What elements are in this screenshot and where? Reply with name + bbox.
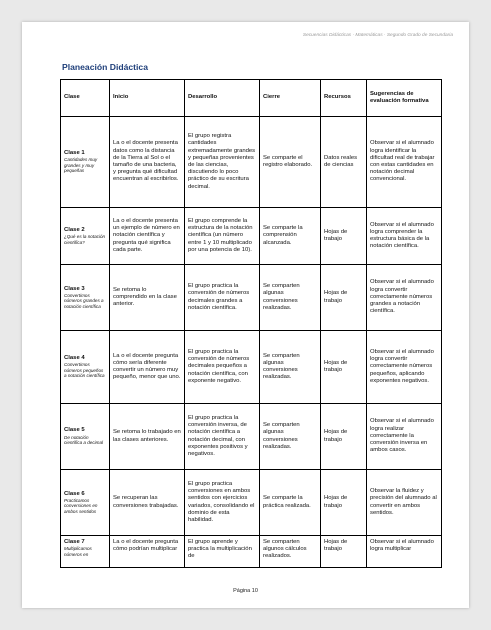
cierre-cell: Se comparten algunos cálculos realizados. [260,536,321,568]
recursos-cell: Hojas de trabajo [321,265,367,331]
desarrollo-cell: El grupo practica la conversión de números decimales pequeños a notación científica, con exponente negativo. [185,331,260,404]
cierre-cell: Se comparte el registro elaborado. [260,117,321,208]
clase-name: Clase 6 [64,490,85,497]
inicio-cell: Se recuperan las conversiones trabajadas. [110,470,185,536]
clase-cell [61,536,110,568]
cierre-cell: Se comparten algunas conversiones realizadas. [260,265,321,331]
table-header-row [61,80,442,117]
column-header-recursos: Recursos [321,80,367,117]
cierre-cell: Se comparte la práctica realizada. [260,470,321,536]
table-row [61,536,442,568]
clase-subtitle: De notación científica a decimal [64,434,104,446]
recursos-cell: Hojas de trabajo [321,536,367,568]
column-header-desarrollo: Desarrollo [185,80,260,117]
clase-cell [61,470,110,536]
table-row [61,265,442,331]
desarrollo-cell: El grupo aprende y practica la multiplicación de [185,536,260,568]
clase-name: Clase 3 [64,285,85,292]
evaluacion-cell: Observar si el alumnado logra comprender la estructura básica de la notación científica. [367,208,442,265]
clase-subtitle: Cantidades muy grandes y muy pequeñas [64,157,98,174]
cierre-cell: Se comparten algunas conversiones realizadas. [260,331,321,404]
recursos-cell: Datos reales de ciencias [321,117,367,208]
inicio-cell: La o el docente presenta un ejemplo de número en notación científica y pregunta qué significa cada parte. [110,208,185,265]
clase-cell [61,265,110,331]
clase-cell [61,208,110,265]
table-row [61,117,442,208]
desarrollo-cell: El grupo practica la conversión inversa, de notación científica a notación decimal, con exponentes positivos y negativos. [185,404,260,470]
inicio-cell: La o el docente presenta datos como la distancia de la Tierra al Sol o el tamaño de una bacteria, y pregunta qué dificultad encuentran al escribirlos. [110,117,185,208]
recursos-cell: Hojas de trabajo [321,208,367,265]
clase-cell [61,117,110,208]
table-row [61,470,442,536]
evaluacion-cell: Observar si el alumnado logra multiplicar [367,536,442,568]
desarrollo-cell: El grupo practica conversiones en ambos sentidos con ejercicios variados, consolidando el dominio de esta habilidad. [185,470,260,536]
recursos-cell: Hojas de trabajo [321,331,367,404]
table-row [61,404,442,470]
clase-subtitle: ¿Qué es la notación científica? [64,234,106,245]
clase-subtitle: Convertimos números grandes a notación científica [64,292,104,309]
clase-subtitle: Practicamos conversiones en ambos sentidos [64,497,98,514]
running-header: Secuencias Didácticas · Matemáticas · Segundo Grado de Secundaria [302,33,453,38]
desarrollo-cell: El grupo registra cantidades extremadamente grandes y pequeñas provenientes de las ciencias, discutiendo lo poco práctico de su escritura decimal. [185,117,260,208]
recursos-cell: Hojas de trabajo [321,470,367,536]
document-page [22,22,469,608]
evaluacion-cell: Observar si el alumnado logra identificar la dificultad real de trabajar con estas cantidades en notación decimal convencional. [367,117,442,208]
clase-name: Clase 1 [64,150,85,156]
cierre-cell: Se comparten algunas conversiones realizadas. [260,404,321,470]
page-title: Planeación Didáctica [62,62,148,72]
clase-cell [61,404,110,470]
table-row [61,331,442,404]
clase-name: Clase 5 [64,427,85,434]
column-header-cierre: Cierre [260,80,321,117]
desarrollo-cell: El grupo practica la conversión de números decimales grandes a notación científica. [185,265,260,331]
column-header-clase: Clase [61,80,110,117]
inicio-cell: Se retoma lo comprendido en la clase anterior. [110,265,185,331]
clase-name: Clase 2 [64,226,85,233]
clase-subtitle: Convertimos números pequeños a notación científica [64,362,105,379]
inicio-cell: La o el docente pregunta cómo podrían multiplicar [110,536,185,568]
inicio-cell: La o el docente pregunta cómo sería diferente convertir un número muy pequeño, menor que uno. [110,331,185,404]
desarrollo-cell: El grupo comprende la estructura de la notación científica (un número entre 1 y 10 multiplicado por una potencia de 10). [185,208,260,265]
evaluacion-cell: Observar si el alumnado logra realizar correctamente la conversión inversa en ambos casos. [367,404,442,470]
page-number: Página 10 [233,588,258,594]
clase-name: Clase 4 [64,355,85,361]
clase-cell [61,331,110,404]
planning-table [60,79,442,568]
evaluacion-cell: Observar la fluidez y precisión del alumnado al convertir en ambos sentidos. [367,470,442,536]
column-header-inicio: Inicio [110,80,185,117]
clase-name: Clase 7 [64,539,85,545]
evaluacion-cell: Observar si el alumnado logra convertir correctamente números pequeños, aplicando exponentes negativos. [367,331,442,404]
column-header-evaluacion: Sugerencias de evaluación formativa [367,80,442,117]
evaluacion-cell: Observar si el alumnado logra convertir correctamente números grandes a notación científica. [367,265,442,331]
cierre-cell: Se comparte la comprensión alcanzada. [260,208,321,265]
inicio-cell: Se retoma lo trabajado en las clases anteriores. [110,404,185,470]
recursos-cell: Hojas de trabajo [321,404,367,470]
table-row [61,208,442,265]
clase-subtitle: Multiplicamos números en [64,546,92,557]
